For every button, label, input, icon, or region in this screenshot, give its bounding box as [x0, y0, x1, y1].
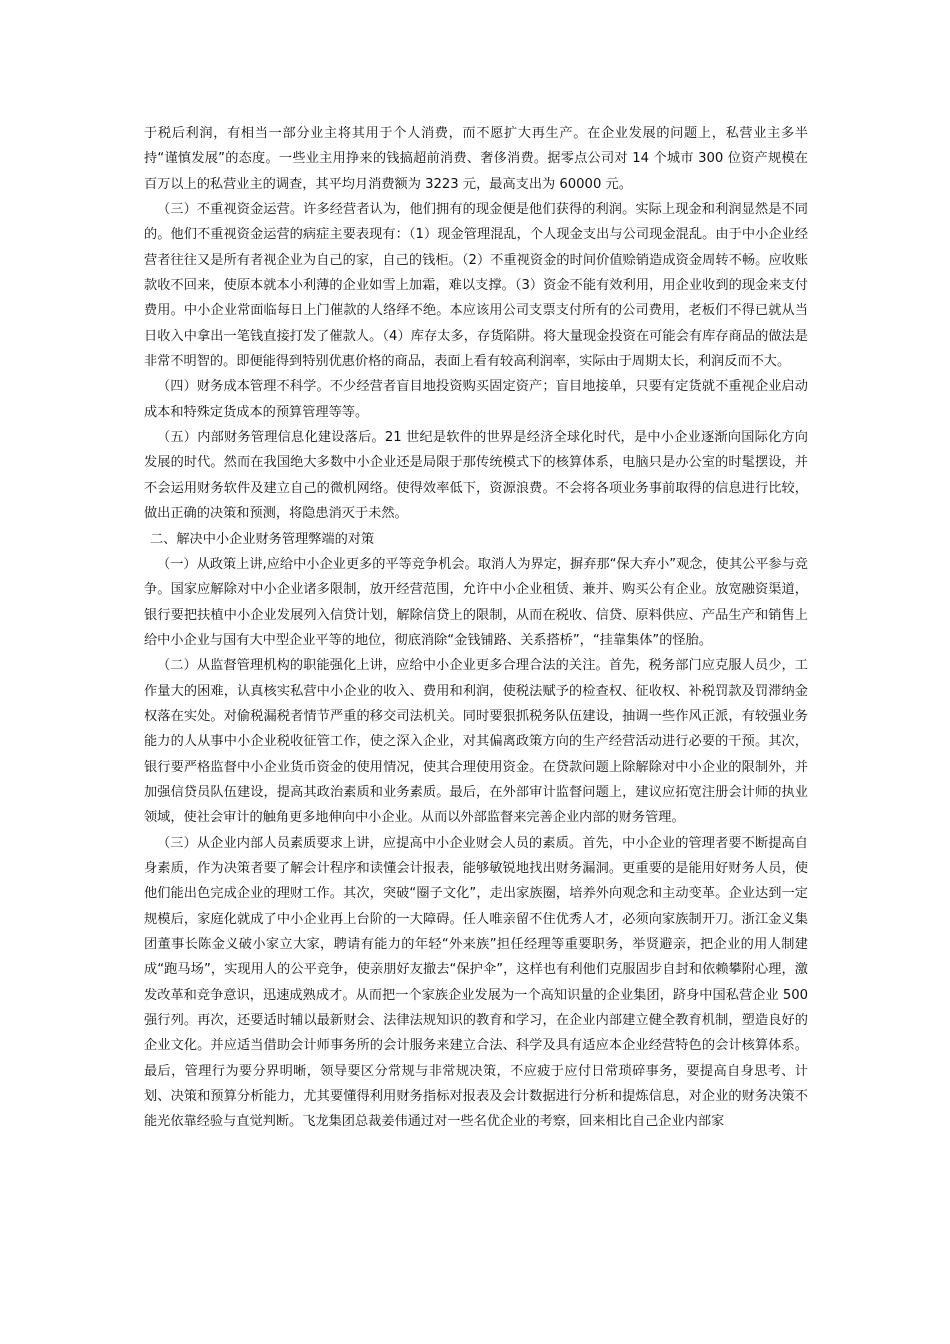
paragraph-policy: （一）从政策上讲,应给中小企业更多的平等竞争机会。取消人为界定，摒弃那“保大弃小”观念，使其公平参与竞争。国家应解除对中小企业诸多限制，放开经营范围，允许中小企业租赁、兼并、购买公有企业。放宽融资渠道，银行要把扶植中小企业发展列入信贷计划，解除信贷上的限制，从而在税收、信贷、原料供应、产品生产和销售上给中小企业与国有大中型企业平等的地位，彻底消除“金钱铺路、关系搭桥”，“挂靠集体”的怪胎。	[144, 556, 808, 648]
paragraph-personnel: （三）从企业内部人员素质要求上讲，应提高中小企业财会人员的素质。首先，中小企业的管理者要不断提高自身素质，作为决策者要了解会计程序和读懂会计报表，能够敏锐地找出财务漏洞。更重要的是能用好财务人员，使他们能出色完成企业的理财工作。其次，突破“圈子文化”，走出家族圈，培养外向观念和主动变革。企业达到一定规模后，家庭化就成了中小企业再上台阶的一大障碍。任人唯亲留不住优秀人才，必须向家族制开刀。浙江金义集团董事长陈金义破小家立大家，聘请有能力的年轻“外来族”担任经理等重要职务，举贤避亲，把企业的用人制建成“跑马场”，实现用人的公平竞争，使亲朋好友撤去“保护伞”，这样也有利他们克服固步自封和依赖攀附心理，激发改革和竞争意识，迅速成熟成才。从而把一个家族企业发展为一个高知识量的企业集团，跻身中国私营企业 500 强行列。再次，还要适时辅以最新财会、法律法规知识的教育和学习，在企业内部建立健全教育机制，塑造良好的企业文化。并应适当借助会计师事务所的会计服务来建立合法、科学及具有适应本企业经营特色的会计核算体系。最后，管理行为要分界明晰，领导要区分常规与非常规决策，不应疲于应付日常琐碎事务，要提高自身思考、计划、决策和预算分析能力，尤其要懂得利用财务指标对报表及会计数据进行分析和提炼信息，对企业的财务决策不能光依靠经验与直觉判断。飞龙集团总裁姜伟通过对一些名优企业的考察，回来相比自己企业内部家	[144, 835, 808, 1130]
paragraph-supervision: （二）从监督管理机构的职能强化上讲，应给中小企业更多合理合法的关注。首先，税务部门应克服人员少，工作量大的困难，认真核实私营中小企业的收入、费用和利润，使税法赋予的检查权、征收权、补税罚款及罚滞纳金权落在实处。对偷税漏税者情节严重的移交司法机关。同时要狠抓税务队伍建设，抽调一些作风正派，有较强业务能力的人从事中小企业税收征管工作，使之深入企业，对其偏离政策方向的生产经营活动进行必要的干预。其次，银行要严格监督中小企业货币资金的使用情况，使其合理使用资金。在贷款问题上除解除对中小企业的限制外，并加强信贷员队伍建设，提高其政治素质和业务素质。最后，在外部审计监督问题上，建议应拓宽注册会计师的执业领域，使社会审计的触角更多地伸向中小企业。从而以外部监督来完善企业内部的财务管理。	[144, 658, 808, 826]
paragraph-capital-operation: （三）不重视资金运营。许多经营者认为，他们拥有的现金便是他们获得的利润。实际上现金和利润显然是不同的。他们不重视资金运营的病症主要表现有：（1）现金管理混乱，个人现金支出与公司现金混乱。由于中小企业经营者往往又是所有者视企业为自己的家，自己的钱柜。（2）不重视资金的时间价值赊销造成资金周转不畅。应收账款收不回来，使原本就本小利薄的企业如雪上加霜，难以支撑。（3）资金不能有效利用，用企业收到的现金来支付费用。中小企业常面临每日上门催款的人络绎不绝。本应该用公司支票支付所有的公司费用，老板们不得已就从当日收入中拿出一笔钱直接打发了催款人。（4）库存太多，存货陷阱。将大量现金投资在可能会有库存商品的做法是非常不明智的。即便能得到特别优惠价格的商品，表面上看有较高利润率，实际由于周期太长，利润反而不大。	[144, 202, 808, 370]
document-page	[144, 121, 808, 1135]
section-heading: 二、解决中小企业财务管理弊端的对策	[150, 531, 375, 547]
paragraph-informatization: （五）内部财务管理信息化建设落后。21 世纪是软件的世界是经济全球化时代，是中小企业逐渐向国际化方向发展的时代。然而在我国绝大多数中小企业还是局限于那传统模式下的核算体系，电脑只是办公室的时髦摆设，并不会运用财务软件及建立自己的微机网络。使得效率低下，资源浪费。不会将各项业务事前取得的信息进行比较，做出正确的决策和预测，将隐患消灭于未然。	[144, 430, 808, 522]
paragraph-continuation: 于税后利润，有相当一部分业主将其用于个人消费，而不愿扩大再生产。在企业发展的问题上，私营业主多半持“谨慎发展”的态度。一些业主用挣来的钱搞超前消费、奢侈消费。据零点公司对 14 个城市 300 位资产规模在百万以上的私营业主的调查，其平均月消费额为 3223 元，最高支出为 60000 元。	[144, 126, 808, 192]
paragraph-cost-management: （四）财务成本管理不科学。不少经营者盲目地投资购买固定资产；盲目地接单，只要有定货就不重视企业启动成本和特殊定货成本的预算管理等等。	[144, 379, 808, 420]
